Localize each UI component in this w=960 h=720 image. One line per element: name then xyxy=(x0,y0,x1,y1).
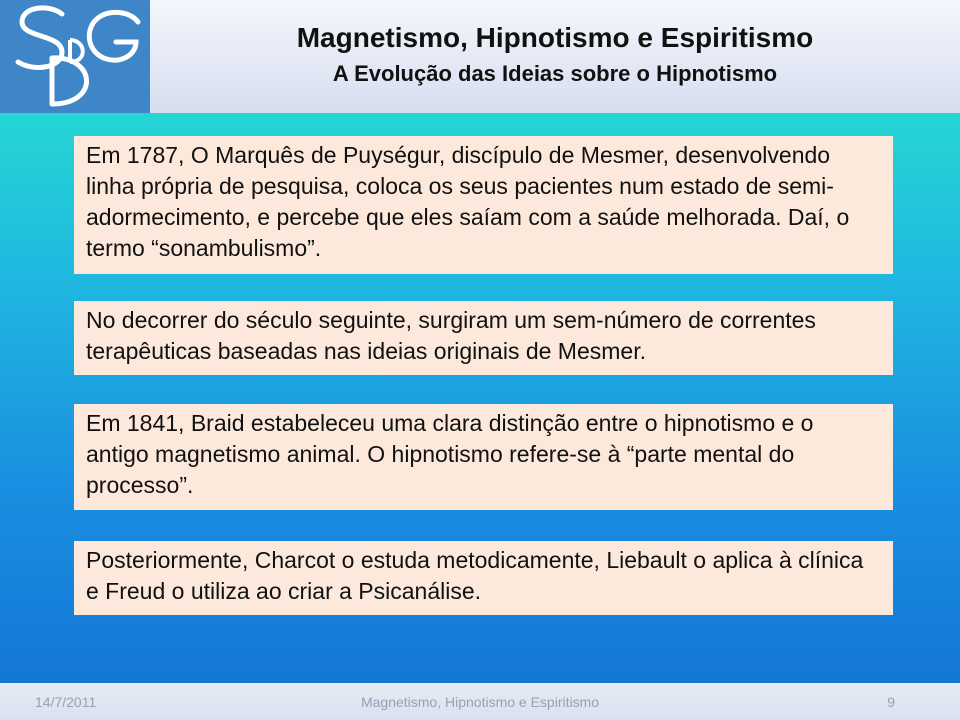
paragraph-2: No decorrer do século seguinte, surgiram um sem-número de correntes terapêuticas baseadas nas ideias originais de Mesmer. xyxy=(86,307,816,364)
text-box-4 xyxy=(74,541,893,615)
text-box-2 xyxy=(74,301,893,375)
footer-title: Magnetismo, Hipnotismo e Espiritismo xyxy=(360,694,600,710)
paragraph-4: Posteriormente, Charcot o estuda metodicamente, Liebault o aplica à clínica e Freud o utiliza ao criar a Psicanálise. xyxy=(86,547,864,604)
paragraph-3: Em 1841, Braid estabeleceu uma clara distinção entre o hipnotismo e o antigo magnetismo animal. O hipnotismo refere-se à “parte mental do processo”. xyxy=(86,410,814,498)
text-box-1 xyxy=(74,136,893,274)
paragraph-1: Em 1787, O Marquês de Puységur, discípulo de Mesmer, desenvolvendo linha própria de pesquisa, coloca os seus pacientes num estado de semi-adormecimento, e percebe que eles saíam com a saúde melhorada. Daí, o termo “sonambulismo”. xyxy=(86,142,850,261)
slide-footer xyxy=(0,683,960,720)
title-block xyxy=(150,0,960,113)
text-box-3 xyxy=(74,404,893,510)
page-number: 9 xyxy=(887,694,895,710)
slide-subtitle: A Evolução das Ideias sobre o Hipnotismo xyxy=(332,61,778,86)
footer-date: 14/7/2011 xyxy=(35,694,97,710)
slide-header xyxy=(0,0,960,113)
sdg-logo xyxy=(0,0,150,113)
slide-title: Magnetismo, Hipnotismo e Espiritismo xyxy=(296,22,814,53)
